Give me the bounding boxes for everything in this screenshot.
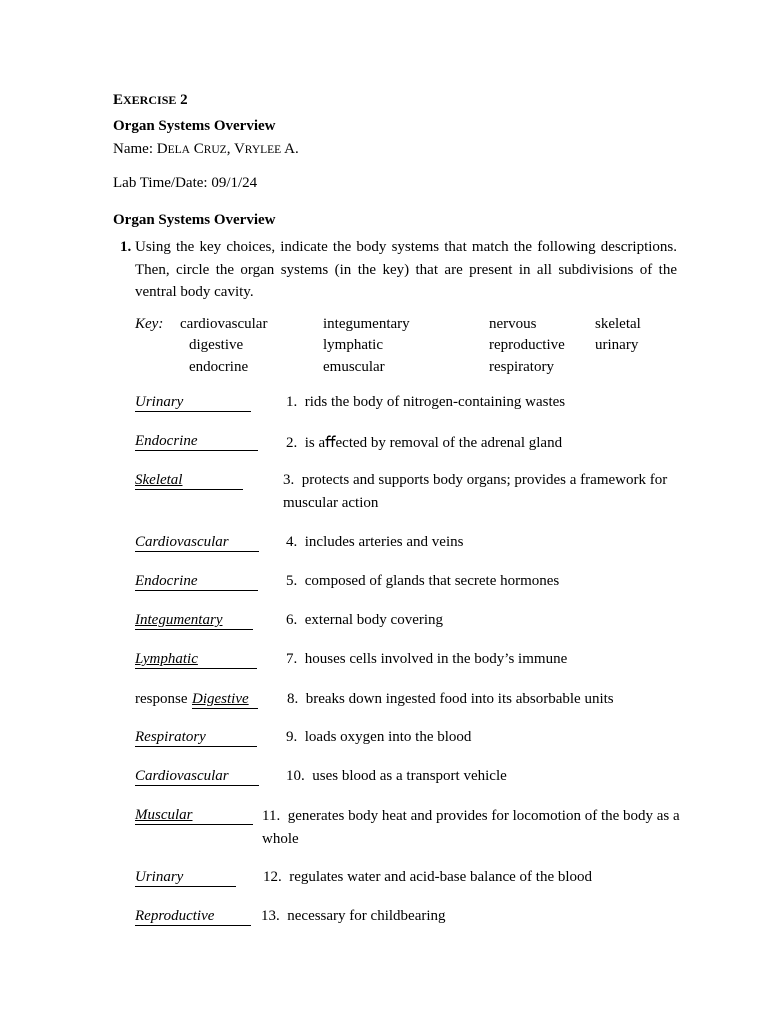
key-choice: lymphatic: [323, 337, 383, 353]
key-choice: endocrine: [189, 359, 249, 375]
key-label: Key:: [135, 316, 164, 332]
answer-field[interactable]: Digestive: [192, 691, 258, 709]
document-subtitle: Organ Systems Overview: [113, 118, 276, 134]
item-description: 13. necessary for childbearing: [261, 908, 446, 924]
key-choice: integumentary: [323, 316, 410, 332]
lab-time-date: Lab Time/Date: 09/1/24: [113, 175, 258, 191]
section-heading: Organ Systems Overview: [113, 212, 276, 228]
item-description: 8. breaks down ingested food into its absorbable units: [287, 691, 614, 707]
answer-field[interactable]: Cardiovascular: [135, 768, 259, 786]
answer-field[interactable]: Endocrine: [135, 573, 258, 591]
key-choice: nervous: [489, 316, 537, 332]
key-choice: respiratory: [489, 359, 554, 375]
question-1: [113, 236, 677, 304]
student-name: Name: DELA CRUZ, VRYLEE A.: [113, 141, 299, 157]
answer-field[interactable]: Cardiovascular: [135, 534, 259, 552]
key-choice: emuscular: [323, 359, 385, 375]
exercise-title: EXERCISE 2: [113, 92, 188, 108]
answer-field[interactable]: Lymphatic: [135, 651, 257, 669]
item-description: 3. protects and supports body organs; provides a framework for muscular action: [283, 472, 668, 511]
answer-field[interactable]: Endocrine: [135, 433, 258, 451]
item-description: 11. generates body heat and provides for locomotion of the body as a whole: [262, 808, 680, 847]
answer-field[interactable]: Integumentary: [135, 612, 253, 630]
answer-field[interactable]: Urinary: [135, 869, 236, 887]
answer-field[interactable]: Respiratory: [135, 729, 257, 747]
answer-field[interactable]: Muscular: [135, 807, 253, 825]
answer-field[interactable]: Urinary: [135, 394, 251, 412]
item-description: 9. loads oxygen into the blood: [286, 729, 472, 745]
key-choice: urinary: [595, 337, 639, 353]
item-description: 2. is aﬀected by removal of the adrenal gland: [286, 435, 563, 451]
key-choice: skeletal: [595, 316, 641, 332]
key-choice: digestive: [189, 337, 244, 353]
item-description: 4. includes arteries and veins: [286, 534, 464, 550]
answer-field[interactable]: Reproductive: [135, 908, 251, 926]
wrapped-text: response: [135, 691, 188, 707]
item-description: 7. houses cells involved in the body’s immune: [286, 651, 568, 667]
question-text: Using the key choices, indicate the body systems that match the following descriptions. Then, circle the organ systems (in the key) that are present in all subdivisions of the ventral body cavity.: [135, 239, 677, 300]
key-choice: cardiovascular: [180, 316, 268, 332]
item-description: 6. external body covering: [286, 612, 444, 628]
item-description: 12. regulates water and acid-base balance of the blood: [263, 869, 593, 885]
key-choice: reproductive: [489, 337, 565, 353]
item-description: 10. uses blood as a transport vehicle: [286, 768, 507, 784]
question-number: 1.: [120, 239, 132, 255]
item-description: 1. rids the body of nitrogen-containing wastes: [286, 394, 566, 410]
item-description: 5. composed of glands that secrete hormones: [286, 573, 560, 589]
answer-field[interactable]: Skeletal: [135, 472, 243, 490]
